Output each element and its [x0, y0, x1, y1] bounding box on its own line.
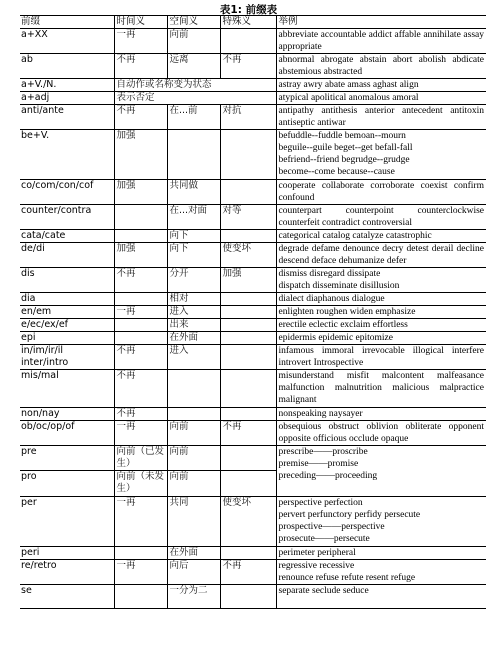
space-meaning-cell: 在...对面	[167, 205, 220, 230]
examples-cell	[276, 130, 486, 180]
table-row	[20, 243, 486, 268]
header-time: 时间义	[114, 16, 167, 29]
time-meaning-cell: 不再	[114, 370, 167, 408]
table-row	[20, 319, 486, 332]
example-line: perimeter peripheral	[278, 548, 356, 558]
example-line: separate seclude seduce	[278, 586, 369, 596]
table-row	[20, 105, 486, 130]
prefix-cell: dia	[20, 293, 114, 306]
examples-cell	[276, 585, 486, 609]
example-line: counterpart counterpoint counterclockwise counterfeit contradict controversial	[278, 206, 484, 228]
space-meaning-cell: 在外面	[167, 332, 220, 345]
prefix-cell: de/di	[20, 243, 114, 268]
time-meaning-cell: 一再	[114, 560, 167, 585]
prefix-cell: pro	[20, 471, 114, 497]
time-meaning-cell: 不再	[114, 408, 167, 421]
examples-cell	[276, 370, 486, 408]
prefix-cell: co/com/con/cof	[20, 180, 114, 205]
time-meaning-cell: 不再	[114, 345, 167, 370]
special-meaning-cell: 使变坏	[220, 243, 276, 268]
example-line: categorical catalog catalyze catastrophic	[278, 231, 432, 241]
prefix-cell: en/em	[20, 306, 114, 319]
special-meaning-cell: 不再	[220, 54, 276, 79]
special-meaning-cell	[220, 180, 276, 205]
special-meaning-cell: 对等	[220, 205, 276, 230]
time-meaning-cell: 加强	[114, 130, 167, 180]
table-row	[20, 370, 486, 408]
space-meaning-cell: 向下	[167, 243, 220, 268]
space-meaning-cell	[167, 130, 220, 180]
examples-cell	[276, 54, 486, 79]
example-line: befriend--friend begrudge--grudge	[278, 155, 410, 165]
header-space: 空间义	[167, 16, 220, 29]
time-meaning-cell: 不再	[114, 54, 167, 79]
special-meaning-cell	[220, 332, 276, 345]
table-row	[20, 497, 486, 547]
example-line: prescribe——proscribe	[278, 447, 368, 457]
example-line: antipathy antithesis anterior antecedent antitoxin antiseptic antiwar	[278, 106, 484, 128]
prefix-cell: dis	[20, 268, 114, 293]
special-meaning-cell	[220, 446, 276, 471]
prefix-cell: be+V.	[20, 130, 114, 180]
example-line: prosecute——persecute	[278, 534, 370, 544]
example-line: abbreviate accountable addict affable annihilate assay appropriate	[278, 30, 484, 52]
special-meaning-cell	[220, 408, 276, 421]
examples-cell	[276, 446, 486, 497]
prefix-cell: non/nay	[20, 408, 114, 421]
table-row	[20, 547, 486, 560]
examples-cell	[276, 268, 486, 293]
prefix-cell: re/retro	[20, 560, 114, 585]
example-line: preceding——proceeding	[278, 471, 378, 481]
special-meaning-cell	[220, 130, 276, 180]
special-meaning-cell: 加强	[220, 268, 276, 293]
space-meaning-cell: 向前	[167, 446, 220, 471]
time-meaning-cell: 向前（未发生）	[114, 471, 167, 497]
examples-cell	[276, 408, 486, 421]
table-row	[20, 205, 486, 230]
table-title: 表1: 前缀表	[219, 4, 278, 16]
examples-cell	[276, 105, 486, 130]
example-line: atypical apolitical anomalous amoral	[278, 93, 419, 103]
table-row	[20, 306, 486, 319]
table-row	[20, 230, 486, 243]
special-meaning-cell	[220, 293, 276, 306]
prefix-cell: ob/oc/op/of	[20, 421, 114, 446]
space-meaning-cell	[167, 408, 220, 421]
time-meaning-cell: 不再	[114, 268, 167, 293]
meaning-cell: 自动作或名称变为状态	[114, 79, 276, 92]
examples-cell	[276, 243, 486, 268]
prefix-cell: ab	[20, 54, 114, 79]
table-row	[20, 345, 486, 370]
header-prefix: 前缀	[20, 16, 114, 29]
prefix-cell: cata/cate	[20, 230, 114, 243]
example-line: dialect diaphanous dialogue	[278, 294, 385, 304]
examples-cell	[276, 306, 486, 319]
space-meaning-cell: 分开	[167, 268, 220, 293]
time-meaning-cell: 一再	[114, 306, 167, 319]
time-meaning-cell: 一再	[114, 497, 167, 547]
example-line: infamous immoral irrevocable illogical interfere introvert Introspective	[278, 346, 484, 368]
time-meaning-cell: 不再	[114, 105, 167, 130]
table-row	[20, 560, 486, 585]
example-line: regressive recessive	[278, 561, 355, 571]
special-meaning-cell	[220, 345, 276, 370]
table-row	[20, 180, 486, 205]
special-meaning-cell	[220, 306, 276, 319]
examples-cell	[276, 205, 486, 230]
time-meaning-cell: 向前（已发生）	[114, 446, 167, 471]
special-meaning-cell	[220, 585, 276, 609]
prefix-cell: pre	[20, 446, 114, 471]
prefix-cell: in/im/ir/il inter/intro	[20, 345, 114, 370]
space-meaning-cell: 共同做	[167, 180, 220, 205]
examples-cell	[276, 79, 486, 92]
time-meaning-cell	[114, 230, 167, 243]
special-meaning-cell	[220, 370, 276, 408]
prefix-cell: anti/ante	[20, 105, 114, 130]
prefix-cell: a+adj	[20, 92, 114, 105]
time-meaning-cell: 加强	[114, 180, 167, 205]
prefix-table	[20, 15, 486, 609]
examples-cell	[276, 293, 486, 306]
meaning-cell: 表示否定	[114, 92, 276, 105]
examples-cell	[276, 180, 486, 205]
example-line: epidermis epidemic epitomize	[278, 333, 393, 343]
time-meaning-cell	[114, 585, 167, 609]
prefix-table-body	[20, 16, 486, 609]
example-line: prospective——perspective	[278, 522, 385, 532]
special-meaning-cell	[220, 471, 276, 497]
table-row	[20, 29, 486, 54]
space-meaning-cell: 出来	[167, 319, 220, 332]
example-line: nonspeaking naysayer	[278, 409, 363, 419]
time-meaning-cell	[114, 319, 167, 332]
example-line: misunderstand misfit malcontent malfeasance malfunction malnutrition malicious malpractice malignant	[278, 371, 484, 405]
prefix-cell: e/ec/ex/ef	[20, 319, 114, 332]
examples-cell	[276, 319, 486, 332]
table-row	[20, 130, 486, 180]
example-line: cooperate collaborate corroborate coexist confirm confound	[278, 181, 484, 203]
examples-cell	[276, 345, 486, 370]
table-header-row	[20, 16, 486, 29]
space-meaning-cell: 进入	[167, 306, 220, 319]
examples-cell	[276, 547, 486, 560]
prefix-cell: mis/mal	[20, 370, 114, 408]
examples-cell	[276, 92, 486, 105]
examples-cell	[276, 560, 486, 585]
time-meaning-cell	[114, 332, 167, 345]
table-row	[20, 293, 486, 306]
space-meaning-cell: 向前	[167, 29, 220, 54]
special-meaning-cell: 使变坏	[220, 497, 276, 547]
table-row	[20, 268, 486, 293]
example-line: become--come because--cause	[278, 167, 395, 177]
special-meaning-cell: 不再	[220, 421, 276, 446]
special-meaning-cell: 对抗	[220, 105, 276, 130]
example-line: premise——promise	[278, 459, 359, 469]
prefix-cell: counter/contra	[20, 205, 114, 230]
table-row	[20, 446, 486, 471]
example-line: dispatch disseminate disillusion	[278, 281, 400, 291]
examples-cell	[276, 230, 486, 243]
space-meaning-cell: 进入	[167, 345, 220, 370]
space-meaning-cell: 在外面	[167, 547, 220, 560]
time-meaning-cell: 一再	[114, 29, 167, 54]
space-meaning-cell: 向前	[167, 421, 220, 446]
time-meaning-cell	[114, 205, 167, 230]
time-meaning-cell: 加强	[114, 243, 167, 268]
special-meaning-cell	[220, 230, 276, 243]
space-meaning-cell: 相对	[167, 293, 220, 306]
space-meaning-cell: 一分为二	[167, 585, 220, 609]
table-row	[20, 92, 486, 105]
prefix-cell: se	[20, 585, 114, 609]
space-meaning-cell: 向后	[167, 560, 220, 585]
table-row	[20, 421, 486, 446]
example-line: perspective perfection	[278, 498, 363, 508]
special-meaning-cell	[220, 547, 276, 560]
example-line: befuddle--fuddle bemoan--mourn	[278, 131, 406, 141]
example-line: obsequious obstruct oblivion obliterate opponent opposite officious occlude opaque	[278, 422, 484, 444]
space-meaning-cell	[167, 370, 220, 408]
space-meaning-cell: 向前	[167, 471, 220, 497]
space-meaning-cell: 共同	[167, 497, 220, 547]
prefix-cell: a+XX	[20, 29, 114, 54]
example-line: pervert perfunctory perfidy persecute	[278, 510, 421, 520]
header-special: 特殊义	[220, 16, 276, 29]
space-meaning-cell: 远离	[167, 54, 220, 79]
time-meaning-cell: 一再	[114, 421, 167, 446]
example-line: dismiss disregard dissipate	[278, 269, 381, 279]
example-line: erectile eclectic exclaim effortless	[278, 320, 408, 330]
example-line: beguile--guile beget--get befall-fall	[278, 143, 413, 153]
table-row	[20, 79, 486, 92]
table-row	[20, 585, 486, 609]
prefix-cell: a+V./N.	[20, 79, 114, 92]
prefix-cell: per	[20, 497, 114, 547]
table-row	[20, 408, 486, 421]
table-row	[20, 332, 486, 345]
examples-cell	[276, 29, 486, 54]
time-meaning-cell	[114, 293, 167, 306]
example-line: abnormal abrogate abstain abort abolish abdicate abstemious abstracted	[278, 55, 484, 77]
example-line: renounce refuse refute resent refuge	[278, 573, 416, 583]
prefix-cell: epi	[20, 332, 114, 345]
examples-cell	[276, 421, 486, 446]
special-meaning-cell	[220, 319, 276, 332]
time-meaning-cell	[114, 547, 167, 560]
examples-cell	[276, 332, 486, 345]
header-examples: 举例	[276, 16, 486, 29]
special-meaning-cell: 不再	[220, 560, 276, 585]
examples-cell	[276, 497, 486, 547]
space-meaning-cell: 在...前	[167, 105, 220, 130]
example-line: enlighten roughen widen emphasize	[278, 307, 416, 317]
example-line: astray awry abate amass aghast align	[278, 80, 419, 90]
special-meaning-cell	[220, 29, 276, 54]
space-meaning-cell: 向下	[167, 230, 220, 243]
example-line: degrade defame denounce decry detest derail decline descend deface dehumanize defer	[278, 244, 484, 266]
table-row	[20, 54, 486, 79]
prefix-cell: peri	[20, 547, 114, 560]
